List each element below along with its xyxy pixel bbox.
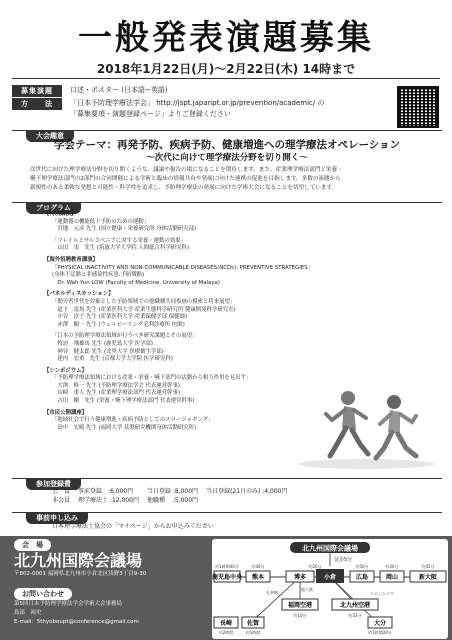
time-okayama: 約20分: [385, 564, 399, 569]
station-hakata: 博多: [293, 574, 307, 581]
station-kokura: 小倉: [323, 574, 337, 581]
label-limousine: リムジンバス: [370, 591, 394, 596]
fee-cell: 当日登録(21日のみ) :4,000円: [206, 488, 288, 495]
program-line: 建内 宏重 先生 (京都大学大学院 医学研究科): [52, 356, 173, 363]
program-line: 田中 宏暁 先生 (福岡大学 基盤研究機関身体活動研究所): [52, 424, 197, 431]
station-okayama: 岡山: [385, 574, 399, 581]
time-kagoshima: 約1時間40分: [215, 564, 239, 569]
program-line: 神谷 健太郎 先生 (北里大学 医療衛生学部): [52, 348, 164, 355]
fee-row: [52, 487, 296, 496]
runners-illustration: [296, 384, 436, 470]
station-kitakyushu-airport: 北九州空港: [339, 602, 371, 609]
program-line: 「フレイルとサルコペニアに対する栄養・運動の効果」: [52, 237, 187, 244]
label-local-line: 在来線: [266, 590, 278, 595]
time-kitakyushu-airport: 約33分: [348, 613, 362, 618]
contact-email[interactable]: E-mail：5thyoboupt@conference@gmail.com: [14, 619, 139, 625]
venue-address: 〒802-0001 福岡県北九州市小倉北区浅野3丁目9-30: [14, 571, 147, 577]
program-line: 「予防理学療法領域における産業・栄養・嚥下部門の活動から相互作用を見出す」: [52, 375, 252, 382]
program-category: 【パネルディスカッション】: [44, 291, 114, 298]
program-line: 山崎 重人 先生 (産業理学療法部門 代表運営幹事): [52, 390, 180, 397]
time-oita: 約1時間20分: [368, 630, 392, 635]
theme-subtitle: 〜次代に向けて理学療法分野を切り開く〜: [146, 153, 308, 163]
fee-label: 参加登録費: [26, 478, 81, 490]
contact-office: 第5回日本予防理学療法学会学術大会事務局: [14, 601, 123, 607]
fee-row: [52, 496, 296, 505]
program-category: 【海外招聘教育講演】: [44, 256, 98, 263]
venue-tag: 会 場: [14, 539, 51, 551]
program-section-header: [12, 202, 442, 212]
program-line: 中谷 淳子 先生 (産業医科大学 産業保健学部 保健師): [52, 314, 188, 321]
access-map: [212, 539, 448, 639]
program-line: 「PHYSICAL INACTIVITY AND NON-COMMUNICABLE DISEASES(NCDs): PREVENTIVE STRATEGIES」: [52, 264, 314, 271]
fee-cell: 理学療法士 :12,000円: [78, 497, 139, 504]
category-tag: 募集演題: [12, 85, 62, 97]
time-nagasaki: 約2時間: [218, 630, 234, 635]
label-subway: 地下鉄: [301, 587, 313, 592]
fee-cell: 会 員: [52, 488, 71, 495]
time-fukuoka-airport: 約10分: [293, 613, 307, 618]
summary-section-header: [12, 130, 442, 140]
fee-section-header: [12, 478, 442, 488]
registration-text: 日本理学療法士協会の「マイページ」からお申込みください: [52, 523, 214, 530]
program-line: 牧迫 飛雄馬 先生 (鹿児島大学 医学部): [52, 340, 153, 347]
station-nagasaki: 長崎: [219, 620, 233, 627]
program-line: (身体不活動と非感染性疾患:予防戦略): [52, 272, 145, 279]
station-kumamoto: 熊本: [251, 574, 265, 581]
program-line: 「勤労者世代を対象とした予防領域での他職種共同参画の模索と将来展望」: [52, 298, 236, 305]
program-line: 宮地 元彦 先生 (国立健康・栄養研究所 身体活動研究部): [52, 226, 197, 233]
program-line: 「地域社会で行う健康増進・疾病予防としてのスロージョギング」: [52, 417, 214, 424]
submission-period: 2018年1月22日(月)〜2月22日(木) 14時まで: [96, 62, 356, 76]
time-hakata: 約20分: [308, 564, 322, 569]
contact-tag: お問い合わせ: [14, 588, 72, 600]
intro-text: [30, 166, 435, 193]
program-line: 山田 実 先生 (筑波大学大学院 人間総合科学研究科): [52, 245, 190, 252]
divider: [12, 78, 440, 79]
program-line: 赤澤 順一 先生 (ウェルビーイング毛利診療所 医師): [52, 321, 185, 328]
intro-line: 嚥下理学療法部門の2部門の合同開催による学術と臨床の情報共有や発展に向けた連携の促進を目指します。多数の演題から: [30, 176, 341, 182]
contact-person: 島添 裕史: [14, 610, 42, 616]
map-title: 北九州国際会議場: [302, 544, 358, 553]
fee-cell: 当日登録 :8,000円: [146, 488, 199, 495]
station-oita: 大分: [373, 620, 387, 627]
summary-label: 大会趣意: [26, 130, 74, 142]
method-link-text[interactable]: 「日本予防理学療法学会」 http://jspt.japanpt.or.jp/prevention/academic/ の: [70, 99, 325, 107]
time-kumamoto: 約40分: [251, 564, 265, 569]
program-list: [44, 211, 314, 432]
intro-line: 次世代に向けた理学療法分野を切り開くような、議論や報告の場になることを期待します。また、産業理学療法部門と栄養・: [30, 167, 343, 173]
info-method-row: [12, 98, 324, 120]
qr-code-icon[interactable]: [397, 86, 439, 128]
program-category: 【シンポジウム】: [44, 367, 87, 374]
program-label: プログラム: [26, 202, 81, 214]
time-hiroshima: 約50分: [355, 564, 369, 569]
registration-label: 事前申し込み: [26, 512, 88, 524]
fee-cell: [206, 496, 295, 505]
fee-table: [52, 487, 296, 505]
program-line: 吉田 剛 先生 (栄養・嚥下理学療法部門 代表運営幹事): [52, 398, 195, 405]
program-line: 大渕 修一 先生 (予防理学療法学会 代表運営幹事): [52, 382, 180, 389]
fee-cell: 事前登録 :6,000円: [78, 488, 134, 495]
contact-info: [14, 600, 139, 627]
venue-name: 北九州国際会議場: [14, 551, 143, 570]
info-category-row: [12, 85, 168, 97]
station-hiroshima: 広島: [355, 574, 369, 581]
registration-section-header: [12, 512, 442, 522]
station-shinosaka: 新大阪: [418, 574, 438, 581]
map-walk-time: 徒歩5分: [334, 557, 353, 563]
time-saga: 約1時間: [245, 630, 261, 635]
headline: 一般発表演題募集: [78, 18, 374, 58]
intro-line: 新規性のある柔軟な発想と可能性・科学性を追求し、予防理学療法の発展に向けた学術大会になることを切望しています。: [30, 185, 338, 191]
fee-cell: 非会員: [52, 497, 71, 504]
fee-cell: 他職種 :5,000円: [146, 497, 199, 504]
station-fukuoka-airport: 福岡空港: [287, 602, 313, 609]
station-saga: 佐賀: [246, 620, 260, 627]
category-text: 口述・ポスター (日本語−英語): [70, 86, 168, 94]
program-line: Dr. Wah Yun LOW (Faculty of Medicine, University of Malaya): [52, 279, 220, 286]
program-line: 道下 竜馬 先生 (産業医科大学 産業生態科学研究所 健康開発科学研究室): [52, 306, 236, 313]
station-kagoshima: 鹿児島中央: [212, 574, 243, 581]
method-tag: 方 法: [12, 98, 62, 110]
program-category: 【特別講演】: [44, 211, 77, 217]
program-line: 「運動器の機能低下予防のための運動」: [52, 218, 150, 225]
program-line: 「日本の予防理学療法領域が行うべき研究課題とその展望」: [52, 333, 198, 340]
method-text-2: 「募集要項・演題登録ページ」よりご登録ください: [70, 110, 231, 118]
time-shinosaka: 約45分: [421, 564, 435, 569]
program-category: 【市民公開講座】: [44, 409, 88, 416]
theme-title: 学会テーマ：再発予防、疾病予防、健康増進への理学療法オペレーション: [53, 139, 401, 151]
